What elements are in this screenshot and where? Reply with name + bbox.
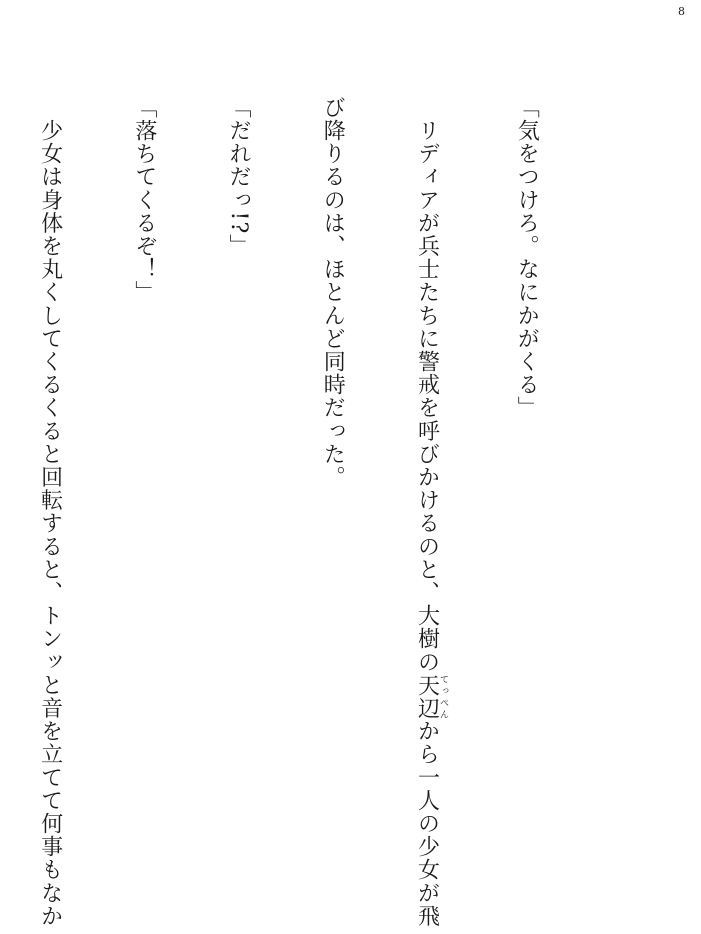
text-line: 「だれだっ!?」	[226, 96, 252, 258]
text-line-segment: から一人の少女が飛	[414, 719, 440, 928]
page-number: 8	[678, 5, 685, 18]
ruby-base: 天辺	[414, 673, 440, 720]
ruby-annotation	[414, 673, 448, 720]
text-line-with-ruby	[411, 96, 448, 928]
text-line-segment: リディアが兵士たちに警戒を呼びかけるのと、大樹の	[414, 96, 440, 674]
text-line: 「落ちてくるぞ！」	[131, 96, 157, 304]
text-line: 少女は身体を丸くしてくるくると回転すると、トンッと音を立てて何事もなか	[37, 96, 63, 928]
ruby-reading: てっぺん	[437, 673, 448, 720]
text-line: び降りるのは、ほとんど同時だった。	[320, 96, 346, 489]
novel-body-text	[0, 96, 605, 928]
text-line: 「気をつけろ。なにかがくる」	[514, 96, 540, 420]
